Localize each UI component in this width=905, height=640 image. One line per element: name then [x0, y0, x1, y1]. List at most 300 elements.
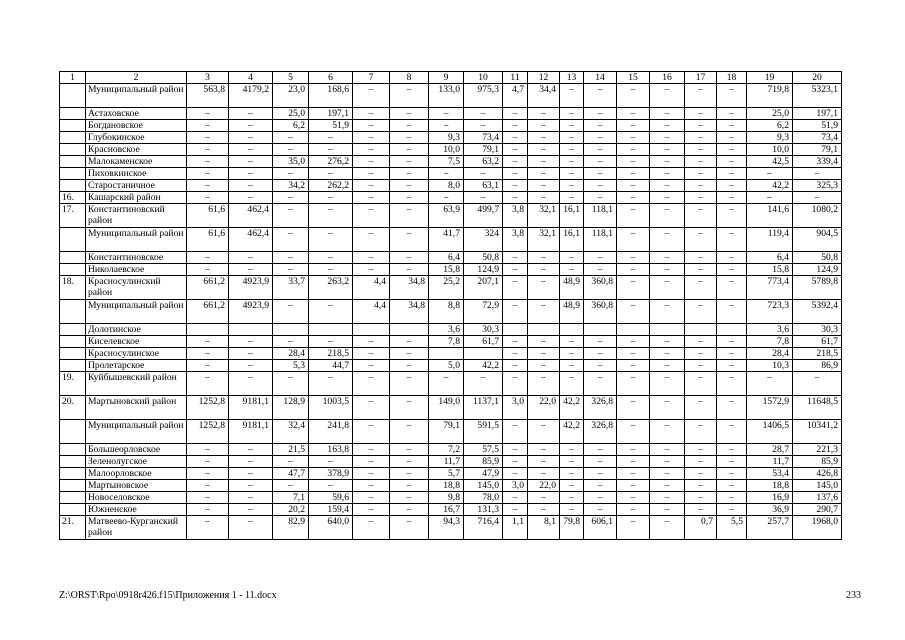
table-cell: –	[187, 468, 229, 480]
row-name: Николаевское	[86, 264, 187, 276]
row-name: Константиновское	[86, 252, 187, 264]
table-cell: 61,6	[187, 228, 229, 252]
table-cell: –	[229, 456, 273, 468]
table-cell	[528, 324, 560, 336]
table-cell: –	[503, 156, 528, 168]
table-cell: 8,8	[429, 300, 464, 324]
row-name: Муниципальный район	[86, 228, 187, 252]
table-cell: –	[685, 144, 717, 156]
column-header: 8	[390, 72, 429, 84]
table-cell: –	[717, 132, 747, 144]
table-cell: 904,5	[793, 228, 842, 252]
table-cell: –	[353, 168, 390, 180]
table-cell: –	[528, 348, 560, 360]
table-cell: –	[390, 144, 429, 156]
table-row	[60, 264, 842, 276]
table-cell: –	[685, 348, 717, 360]
row-name: Глубокинское	[86, 132, 187, 144]
row-name: Старостаничное	[86, 180, 187, 192]
table-cell: –	[429, 168, 464, 180]
row-index	[60, 264, 86, 276]
row-index	[60, 360, 86, 372]
table-cell: 25,0	[747, 108, 793, 120]
table-cell: –	[229, 516, 273, 540]
table-cell: 719,8	[747, 84, 793, 108]
row-index: 17.	[60, 204, 86, 228]
table-cell: –	[353, 420, 390, 444]
table-cell	[429, 348, 464, 360]
table-cell: –	[717, 492, 747, 504]
table-cell: –	[390, 264, 429, 276]
table-cell: –	[617, 444, 650, 456]
table-cell: 218,5	[793, 348, 842, 360]
row-index	[60, 156, 86, 168]
table-cell: 86,9	[793, 360, 842, 372]
table-cell: –	[503, 108, 528, 120]
table-cell: 9,3	[747, 132, 793, 144]
table-cell: 11,7	[747, 456, 793, 468]
table-cell: 20,2	[273, 504, 309, 516]
table-cell: 5,5	[717, 516, 747, 540]
table-cell: 168,6	[309, 84, 353, 108]
table-cell: –	[584, 348, 617, 360]
table-cell: –	[617, 360, 650, 372]
table-cell: –	[353, 480, 390, 492]
table-cell: –	[187, 120, 229, 132]
table-cell: –	[717, 468, 747, 480]
table-cell: –	[503, 264, 528, 276]
table-cell: –	[685, 372, 717, 396]
table-cell: –	[390, 360, 429, 372]
row-name: Муниципальный район	[86, 420, 187, 444]
table-cell: –	[309, 456, 353, 468]
row-index	[60, 168, 86, 180]
table-cell: 360,8	[584, 300, 617, 324]
table-cell: –	[717, 276, 747, 300]
table-row	[60, 300, 842, 324]
table-cell: –	[560, 372, 584, 396]
column-header: 14	[584, 72, 617, 84]
table-cell: 149,0	[429, 396, 464, 420]
table-cell: –	[187, 180, 229, 192]
table-cell: –	[503, 300, 528, 324]
table-cell: –	[584, 252, 617, 264]
table-cell: 53,4	[747, 468, 793, 480]
table-cell: –	[584, 120, 617, 132]
table-cell: 7,5	[429, 156, 464, 168]
table-cell: –	[353, 516, 390, 540]
table-cell: –	[353, 372, 390, 396]
table-cell: 94,3	[429, 516, 464, 540]
table-cell: –	[229, 144, 273, 156]
table-cell: –	[503, 348, 528, 360]
table-cell: –	[464, 108, 503, 120]
table-row	[60, 228, 842, 252]
column-header: 18	[717, 72, 747, 84]
table-cell: –	[617, 144, 650, 156]
table-cell: –	[429, 192, 464, 204]
table-cell: 28,7	[747, 444, 793, 456]
table-cell: 73,4	[793, 132, 842, 144]
table-cell: 61,6	[187, 204, 229, 228]
table-cell: –	[464, 192, 503, 204]
table-cell: –	[717, 192, 747, 204]
table-cell: 10,0	[747, 144, 793, 156]
table-cell: –	[273, 132, 309, 144]
table-cell: –	[309, 336, 353, 348]
table-cell: –	[793, 372, 842, 396]
table-cell: 5,0	[429, 360, 464, 372]
table-cell: –	[717, 396, 747, 420]
table-cell: –	[650, 336, 685, 348]
table-cell: –	[560, 252, 584, 264]
table-cell: –	[353, 444, 390, 456]
table-cell: 11,7	[429, 456, 464, 468]
table-cell: –	[717, 144, 747, 156]
row-name: Муниципальный район	[86, 300, 187, 324]
table-cell: –	[747, 372, 793, 396]
table-cell: –	[650, 300, 685, 324]
table-cell: –	[187, 348, 229, 360]
table-cell: –	[309, 228, 353, 252]
table-cell: –	[717, 252, 747, 264]
column-header: 1	[60, 72, 86, 84]
table-cell: 51,9	[309, 120, 353, 132]
table-cell: –	[560, 180, 584, 192]
table-cell: 48,9	[560, 300, 584, 324]
row-name: Муниципальный район	[86, 84, 187, 108]
table-cell: –	[229, 480, 273, 492]
table-cell: 72,9	[464, 300, 503, 324]
table-cell: 3,0	[503, 396, 528, 420]
table-cell: 3,6	[747, 324, 793, 336]
row-index	[60, 324, 86, 336]
table-cell: –	[528, 264, 560, 276]
table-cell: –	[390, 156, 429, 168]
table-cell: –	[229, 168, 273, 180]
table-cell: –	[353, 492, 390, 504]
table-cell: –	[560, 492, 584, 504]
table-cell: 257,7	[747, 516, 793, 540]
table-cell: –	[503, 372, 528, 396]
table-cell: –	[650, 456, 685, 468]
table-cell: 42,5	[747, 156, 793, 168]
table-cell: –	[187, 192, 229, 204]
table-cell: –	[717, 108, 747, 120]
table-cell: 32,1	[528, 204, 560, 228]
table-cell: 30,3	[793, 324, 842, 336]
table-cell: –	[685, 228, 717, 252]
table-cell: –	[309, 252, 353, 264]
table-cell: –	[229, 444, 273, 456]
table-cell: –	[273, 300, 309, 324]
table-cell: –	[528, 276, 560, 300]
table-cell: 128,9	[273, 396, 309, 420]
table-row	[60, 396, 842, 420]
table-row	[60, 180, 842, 192]
table-row	[60, 192, 842, 204]
table-cell: 6,4	[747, 252, 793, 264]
table-cell: 79,8	[560, 516, 584, 540]
table-cell: –	[187, 108, 229, 120]
table-cell: 5789,8	[793, 276, 842, 300]
table-cell: –	[717, 84, 747, 108]
row-index	[60, 480, 86, 492]
table-cell: 50,8	[793, 252, 842, 264]
table-cell: –	[685, 396, 717, 420]
table-cell: 119,4	[747, 228, 793, 252]
table-cell: 32,4	[273, 420, 309, 444]
table-cell: 33,7	[273, 276, 309, 300]
table-cell: –	[390, 348, 429, 360]
table-cell: –	[717, 120, 747, 132]
table-row	[60, 504, 842, 516]
table-cell: 47,7	[273, 468, 309, 480]
table-cell: –	[584, 132, 617, 144]
row-index	[60, 180, 86, 192]
table-cell: –	[390, 168, 429, 180]
row-name: Киселевское	[86, 336, 187, 348]
table-cell: 124,9	[464, 264, 503, 276]
table-cell: –	[584, 180, 617, 192]
table-cell: –	[717, 480, 747, 492]
column-header: 12	[528, 72, 560, 84]
table-row	[60, 516, 842, 540]
table-cell: 34,8	[390, 276, 429, 300]
table-cell: –	[650, 120, 685, 132]
table-cell: –	[503, 144, 528, 156]
table-cell: 48,9	[560, 276, 584, 300]
table-cell: –	[528, 108, 560, 120]
row-name: Красновское	[86, 144, 187, 156]
table-cell: 8,1	[528, 516, 560, 540]
row-name: Малокаменское	[86, 156, 187, 168]
table-cell: –	[685, 180, 717, 192]
table-cell: –	[617, 396, 650, 420]
table-cell: –	[187, 132, 229, 144]
table-cell: –	[353, 264, 390, 276]
table-cell: –	[353, 192, 390, 204]
table-cell: –	[273, 480, 309, 492]
table-cell: –	[617, 372, 650, 396]
column-header: 9	[429, 72, 464, 84]
table-cell: –	[685, 156, 717, 168]
row-index	[60, 468, 86, 480]
table-cell: –	[503, 444, 528, 456]
table-cell: 85,9	[793, 456, 842, 468]
table-cell: –	[390, 492, 429, 504]
table-cell: 34,8	[390, 300, 429, 324]
table-cell: 61,7	[793, 336, 842, 348]
table-cell: –	[584, 264, 617, 276]
table-cell: 36,9	[747, 504, 793, 516]
table-cell: 63,1	[464, 180, 503, 192]
table-cell: 1572,9	[747, 396, 793, 420]
column-header: 7	[353, 72, 390, 84]
table-cell: 124,9	[793, 264, 842, 276]
row-name: Зеленолугское	[86, 456, 187, 468]
table-row	[60, 444, 842, 456]
table-cell: –	[560, 444, 584, 456]
table-cell: 5323,1	[793, 84, 842, 108]
table-cell: –	[229, 108, 273, 120]
table-cell: –	[617, 264, 650, 276]
table-cell: 326,8	[584, 396, 617, 420]
table-cell: –	[390, 504, 429, 516]
table-cell: –	[503, 504, 528, 516]
table-cell: –	[650, 156, 685, 168]
table-cell: –	[528, 372, 560, 396]
table-cell: 7,8	[429, 336, 464, 348]
table-cell: 141,6	[747, 204, 793, 228]
table-cell: –	[429, 108, 464, 120]
table-row	[60, 108, 842, 120]
table-cell: 1003,5	[309, 396, 353, 420]
table-cell: 50,8	[464, 252, 503, 264]
table-cell: –	[229, 156, 273, 168]
table-cell: 723,3	[747, 300, 793, 324]
table-cell: –	[273, 228, 309, 252]
table-cell: 7,2	[429, 444, 464, 456]
table-cell	[273, 324, 309, 336]
table-cell: –	[617, 180, 650, 192]
table-cell: –	[560, 336, 584, 348]
table-cell: –	[229, 360, 273, 372]
table-cell: 63,2	[464, 156, 503, 168]
table-cell: 47,9	[464, 468, 503, 480]
table-cell: –	[528, 492, 560, 504]
table-cell: –	[617, 336, 650, 348]
row-index	[60, 504, 86, 516]
table-cell: –	[353, 252, 390, 264]
row-index	[60, 492, 86, 504]
row-name: Долотинское	[86, 324, 187, 336]
table-cell: –	[560, 348, 584, 360]
table-cell: –	[390, 132, 429, 144]
table-cell: 78,0	[464, 492, 503, 504]
table-cell: –	[650, 204, 685, 228]
row-name: Астаховское	[86, 108, 187, 120]
table-cell: 0,7	[685, 516, 717, 540]
table-cell	[503, 324, 528, 336]
table-cell: 773,4	[747, 276, 793, 300]
row-index: 19.	[60, 372, 86, 396]
table-cell: 207,1	[464, 276, 503, 300]
table-cell: –	[503, 420, 528, 444]
table-cell: –	[685, 492, 717, 504]
table-cell: –	[584, 456, 617, 468]
table-cell: –	[229, 372, 273, 396]
table-cell: –	[650, 108, 685, 120]
table-cell: 9181,1	[229, 396, 273, 420]
table-cell: 4,4	[353, 276, 390, 300]
table-cell: 131,3	[464, 504, 503, 516]
table-cell: 360,8	[584, 276, 617, 300]
row-name: Южненское	[86, 504, 187, 516]
table-cell: 462,4	[229, 228, 273, 252]
table-cell: 145,0	[793, 480, 842, 492]
table-cell: –	[390, 204, 429, 228]
table-cell: –	[617, 480, 650, 492]
table-cell: 591,5	[464, 420, 503, 444]
table-cell: –	[747, 192, 793, 204]
table-row	[60, 168, 842, 180]
table-cell: 661,2	[187, 276, 229, 300]
table-cell: –	[353, 360, 390, 372]
table-cell: 3,8	[503, 204, 528, 228]
table-cell: 197,1	[309, 108, 353, 120]
table-cell: 18,8	[429, 480, 464, 492]
table-cell: 11648,5	[793, 396, 842, 420]
table-cell: –	[353, 156, 390, 168]
table-cell: 15,8	[429, 264, 464, 276]
column-header: 11	[503, 72, 528, 84]
table-cell: –	[503, 336, 528, 348]
table-cell: 4923,9	[229, 276, 273, 300]
table-cell: –	[650, 132, 685, 144]
table-cell: 339,4	[793, 156, 842, 168]
table-cell: –	[229, 348, 273, 360]
table-cell: 16,7	[429, 504, 464, 516]
table-cell	[229, 324, 273, 336]
table-cell: –	[353, 228, 390, 252]
table-cell: –	[617, 156, 650, 168]
table-cell: –	[390, 120, 429, 132]
table-cell: 1080,2	[793, 204, 842, 228]
table-cell: –	[717, 168, 747, 180]
table-cell: 57,5	[464, 444, 503, 456]
table-cell: –	[187, 156, 229, 168]
table-cell: 21,5	[273, 444, 309, 456]
table-cell: –	[503, 360, 528, 372]
table-cell: 6,4	[429, 252, 464, 264]
table-cell: –	[584, 468, 617, 480]
table-cell: –	[685, 276, 717, 300]
row-name: Кашарский район	[86, 192, 187, 204]
row-name: Новоселовское	[86, 492, 187, 504]
table-cell: –	[584, 336, 617, 348]
table-cell: –	[560, 264, 584, 276]
table-cell: –	[617, 300, 650, 324]
table-cell: 1252,8	[187, 420, 229, 444]
table-cell: –	[717, 456, 747, 468]
table-row	[60, 480, 842, 492]
table-cell: –	[353, 456, 390, 468]
table-cell: –	[528, 360, 560, 372]
table-cell: 716,4	[464, 516, 503, 540]
table-cell: –	[503, 192, 528, 204]
column-header: 13	[560, 72, 584, 84]
table-cell: –	[273, 372, 309, 396]
table-cell: –	[650, 468, 685, 480]
row-name: Большеорловское	[86, 444, 187, 456]
table-cell: –	[390, 372, 429, 396]
table-cell: –	[229, 264, 273, 276]
table-cell: –	[717, 360, 747, 372]
column-header: 4	[229, 72, 273, 84]
table-cell: –	[793, 168, 842, 180]
table-cell: 9,8	[429, 492, 464, 504]
table-cell: –	[309, 192, 353, 204]
column-header: 17	[685, 72, 717, 84]
table-cell: –	[685, 132, 717, 144]
table-cell: –	[528, 120, 560, 132]
table-cell: 79,1	[464, 144, 503, 156]
table-cell: –	[617, 516, 650, 540]
table-cell: –	[390, 444, 429, 456]
column-header: 15	[617, 72, 650, 84]
row-index	[60, 456, 86, 468]
